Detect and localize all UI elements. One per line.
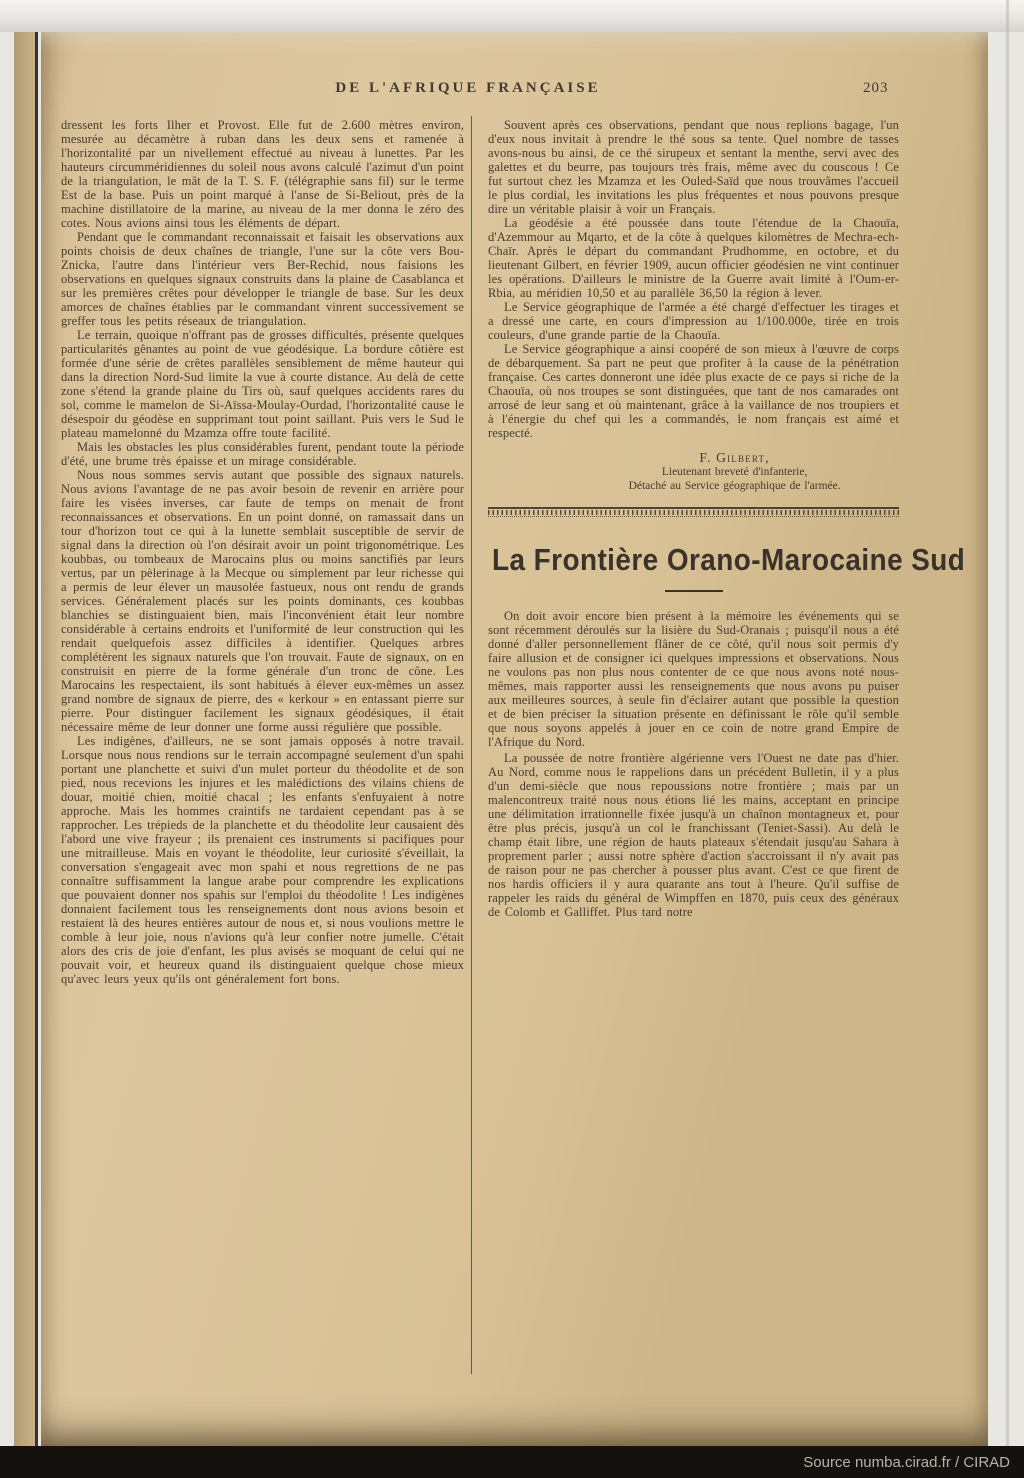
paragraph: Souvent après ces observations, pendant que nous replions bagage, l'un d'eux nous invitait à prendre le thé sous sa tente. Quel nombre de tasses avons-nous bu ainsi, de ce thé sirupeux et sentant la menthe, servi avec des galettes et du beurre, pas toujours très frais, même avec du couscous ! Ce fut surtout chez les Mzamza et les Ouled-Saïd que nous trouvâmes l'accueil le plus cordial, les invitations les plus fréquentes et nous pouvons presque dire un véritable plaisir à voir un Français. xyxy=(488,118,899,216)
ornament-wave-line xyxy=(488,516,899,517)
paragraph: Les indigènes, d'ailleurs, ne se sont jamais opposés à notre travail. Lorsque nous nous rendions sur le terrain accompagné seulement d'un spahi portant une planchette et suivi d'un mulet porteur du théodolite et de son pied, nous recevions les injures et les malédictions des vilains chiens de douar, moitié chien, moitié chacal ; les enfants s'enfuyaient à notre approche. Mais les hommes craintifs ne tardaient cependant pas à se rapprocher. Les trépieds de la planchette et du théodolite leur causaient dès l'abord une vive frayeur ; ils prenaient ces instruments si pacifiques pour une mitrailleuse. Mais en voyant le théodolite, leur curiosité s'éveillait, la conversation s'engageait avec mon spahi et nous regrettions de ne pas connaître suffisamment la langue arabe pour comprendre les explications que pouvaient donner nos spahis sur l'emploi du théodolite ! Les indigènes donnaient facilement tous les renseignements dont nous avions besoin et restaient là des heures entières autour de nous et, si nous voulions mettre le comble à leur joie, nous n'avions qu'à leur confier notre jumelle. C'était alors des cris de joie d'enfant, les plus avisés se moquant de celui qui ne pouvait voir, et heureux quand ils distinguaient quelque chose mieux qu'avec leurs yeux qu'ils ont généralement fort bons. xyxy=(61,734,464,986)
paragraph: Le Service géographique a ainsi coopéré de son mieux à l'œuvre de corps de débarquement. Sa part ne peut que profiter à la cause de la pénétration française. Ces cartes donneront une idée plus exacte de ce pays si riche de la Chaouïa, où nos troupes se sont distinguées, que tant de nos camarades ont arrosé de leur sang et où maintenant, grâce à la vaillance de nos troupiers et à l'énergie du chef qui les a commandés, le nom français est aimé et respecté. xyxy=(488,342,899,440)
paragraph: Pendant que le commandant reconnaissait et faisait les observations aux points choisis de deux chaînes de triangle, l'une sur la côte vers Bou-Znicka, l'autre dans l'intérieur vers Ber-Rechid, nous faisions les observations en quelques signaux construits dans la plaine de Casablanca et sur les premières crêtes pour développer le triangle de base. Sur les deux amorces de chaînes établies par le commandant vinrent successivement se greffer tous les petits réseaux de triangulation. xyxy=(61,230,464,328)
article-paragraph: On doit avoir encore bien présent à la mémoire les événements qui se sont récemment déroulés sur la lisière du Sud-Oranais ; puisqu'il nous a été donné d'aller personnellement flâner de ce côté, qu'il nous soit permis d'y faire allusion et de consigner ici quelques impressions et observations. Nous ne voulons pas non plus nous contenter de ce que nous avons noté nous-mêmes, mais rapporter aussi les renseignements que nous avons pu puiser aux meilleures sources, à seule fin d'éclairer autant que possible la question et de bien préciser la situation présente en définissant le rôle qu'il semble que nous soyons appelés à jouer en ce coin de notre grand Empire de l'Afrique du Nord. xyxy=(488,609,899,749)
paragraph: dressent les forts Ilher et Provost. Elle fut de 2.600 mètres environ, mesurée au décamètre à ruban dans les deux sens et ramenée à l'horizontalité par un nivellement effectué au niveau à lunettes. Par les hauteurs circumméridiennes du soleil nous avons calculé l'azimut d'un point de la triangulation, le mât de la T. S. F. (télégraphie sans fil) sur le terme Est de la base. Puis un point marqué à l'anse de Si-Beliout, près de la machine distillatoire de la marine, au niveau de la mer donna le zéro des cotes. Nous avions ainsi tous les éléments de départ. xyxy=(61,118,464,230)
page-number: 203 xyxy=(863,80,889,96)
article-signature xyxy=(570,450,899,493)
article-paragraph: La poussée de notre frontière algérienne vers l'Ouest ne date pas d'hier. Au Nord, comme nous le rappelions dans un précédent Bulletin, il y a plus d'un demi-siècle que nous repoussions notre frontière ; mais par un malencontreux traité nous nous étions lié les mains, acceptant en principe une délimitation irrationnelle fixée jusqu'à un chaînon montagneux et, pour être plus précis, jusqu'à un col le franchissant (Teniet-Sassi). Au delà le champ était libre, une région de hauts plateaux s'étendait jusqu'au Sahara à proprement parler ; aussi notre sphère d'action s'accroissant il n'y avait pas de raison pour ne pas chercher à pousser plus avant. C'est ce que firent de nos hardis officiers il y aura quarante ans tout à l'heure. Qu'il suffise de rappeler les raids du général de Wimpffen en 1870, puis ceux des généraux de Colomb et Galliffet. Plus tard notre xyxy=(488,751,899,919)
right-column xyxy=(488,118,966,919)
book-binding-edge xyxy=(14,32,38,1446)
signature-role-line: Détaché au Service géographique de l'armée. xyxy=(628,479,841,492)
journal-page xyxy=(41,32,988,1446)
scan-background-top xyxy=(0,0,1024,32)
paragraph: Mais les obstacles les plus considérables furent, pendant toute la période d'été, une brume très épaisse et un mirage considérable. xyxy=(61,440,464,468)
article-title: La Frontière Orano-Marocaine Sud xyxy=(492,542,966,577)
source-attribution-text: Source numba.cirad.fr / CIRAD xyxy=(803,1453,1010,1471)
column-divider-rule xyxy=(471,116,472,1374)
paragraph: Nous nous sommes servis autant que possible des signaux naturels. Nous avions l'avantage de ne pas avoir besoin de revenir en arrière pour faire les visées inverses, car faute de temps on menait de front reconnaissances et observations. En un point donné, on ramassait dans un tour d'horizon tout ce qui à la lunette semblait susceptible de servir de signal dans la direction où l'on désirait avoir un point trigonométrique. Les koubbas, ou tombeaux de Marocains plus ou moins sanctifiés par leurs vertus, par un pèlerinage à la Mecque ou simplement par leur richesse qui a permis de leur élever un mausolée fastueux, nous ont rendu de grands services. Généralement placés sur les points dominants, ces koubbas blanchies se distinguaient bien, mais l'inconvénient était leur nombre considérable à certains endroits et l'uniformité de leur construction qui les rendait quelquefois assez difficiles à identifier. Quelques arbres complétèrent les signaux naturels que l'on trouvait. Faute de signaux, on en construisit en pierre de la forme générale d'un tronc de cône. Les Marocains les respectaient, ils sont habitués à élever eux-mêmes un assez grand nombre de signaux de pierre, des « kerkour » en entassant pierre sur pierre. Pour distinguer facilement les signaux géodésiques, il était nécessaire même de leur donner une forme aussi régulière que possible. xyxy=(61,468,464,734)
paragraph: Le Service géographique de l'armée a été chargé d'effectuer les tirages et a dressé une carte, en cours d'impression au 1/100.000e, tirée en trois couleurs, d'une grande partie de la Chaouïa. xyxy=(488,300,899,342)
signature-name: F. Gilbert, xyxy=(699,450,770,465)
paragraph: Le terrain, quoique n'offrant pas de grosses difficultés, présente quelques particularités gênantes au point de vue géodésique. La bordure côtière est formée d'une série de crêtes parallèles sensiblement de même hauteur qui dans la direction Nord-Sud limite la vue à courte distance. Au delà de cette zone s'étend la grande plaine du Tirs où, sauf quelques accidents rares du sol, comme le mamelon de Si-Aïssa-Moulay-Ourdad, l'horizontalité cause le désespoir du géodèse en supprimant tout point saillant. Puis vers le Sud le plateau mamelonné du Mzamza offre toute facilité. xyxy=(61,328,464,440)
source-attribution-bar xyxy=(0,1446,1024,1478)
section-divider-ornament xyxy=(488,507,899,517)
scan-edge-line xyxy=(1006,0,1009,1478)
left-column xyxy=(61,118,464,986)
journal-header-title: DE L'AFRIQUE FRANÇAISE xyxy=(335,80,601,96)
title-underline-rule xyxy=(665,590,723,592)
paragraph: La géodésie a été poussée dans toute l'étendue de la Chaouïa, d'Azemmour au Mqarto, et de la côte à quelques kilomètres de Mechra-ech-Chaïr. Après le départ du commandant Prudhomme, en octobre, et du lieutenant Gilbert, en février 1909, aucun officier géodésien ne vint continuer les opérations. D'ailleurs le ministre de la Guerre avait limité à l'Oum-er-Rbia, au méridien 10,50 et au parallèle 36,50 la région à lever. xyxy=(488,216,899,300)
ornament-dashes xyxy=(488,510,899,515)
signature-role-line: Lieutenant breveté d'infanterie, xyxy=(661,466,808,478)
